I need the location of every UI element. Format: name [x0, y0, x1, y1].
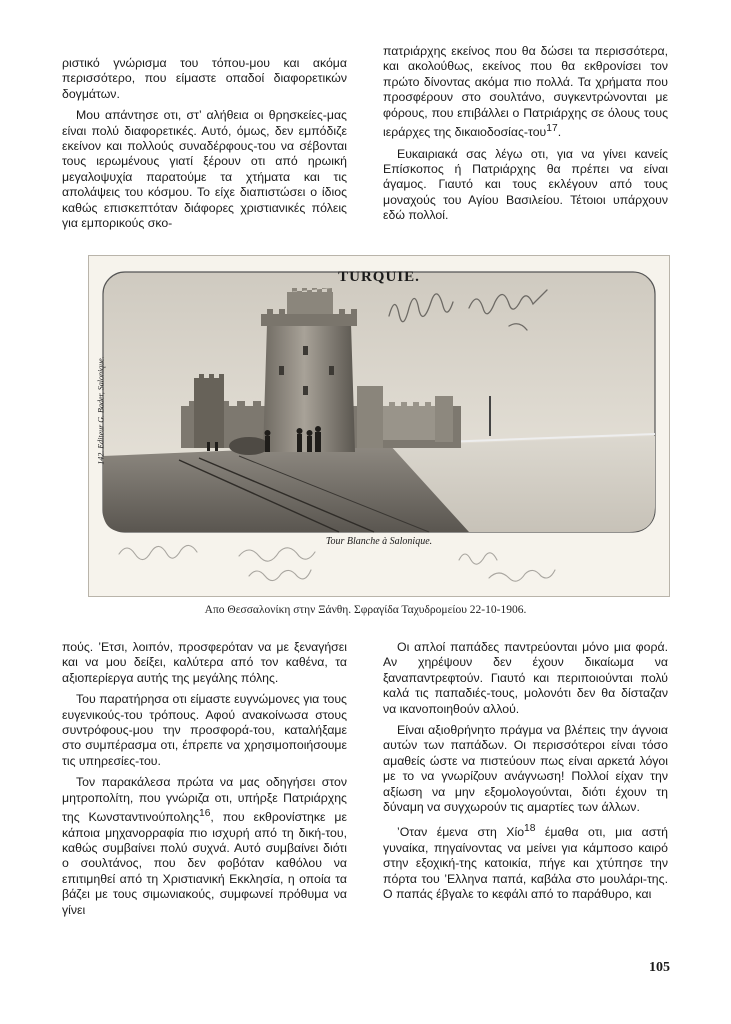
paragraph [383, 821, 668, 902]
paragraph: πούς. ’Ετσι, λοιπόν, προσφερόταν να με ξεναγήσει και να μου δείξει, καλύτερα από τον καθένα, τα αξιοπερίεργα αυτής της μεγάλης πόλης. [62, 640, 347, 685]
footnote-marker: 18 [524, 823, 536, 835]
page-number: 105 [649, 960, 670, 975]
figure-caption: Απο Θεσσαλονίκη στην Ξάνθη. Σφραγίδα Ταχυδρομείου 22-10-1906. [204, 604, 527, 616]
paragraph: Μου απάντησε οτι, στ’ αλήθεια οι θρησκείες-μας είναι πολύ διαφορετικές. Αυτό, όμως, δεν εμπόδιζε εκείνον και πολλούς συναδέρφους-του να σέβονται τους ιερωμένους γιατί ξέρουν οτι από ηρωική μεγαλοψυχία παρατούμε τα χτήματα και τις απολάψεις του κόσμου. Το είχε διαπιστώσει ο ίδιος καθώς επισκεπτόταν διάφορες χριστιανικές πόλεις για εμπορικούς σκο- [62, 108, 347, 231]
footnote-marker: 17 [546, 123, 558, 135]
paragraph: Οι απλοί παπάδες παντρεύονται μόνο μια φορά. Αν χηρέψουν δεν έχουν δικαίωμα να ξαναπαντρεφτούν. Γιαυτό και περιποιούνται πολύ καλά τις παπαδιές-τους, μολονότι δεν θα δίσταζαν να ικανοποιηθούν αλλού. [383, 640, 668, 716]
paragraph-text: Τον παρακάλεσα πρώτα να μας οδηγήσει στον μητροπολίτη, που γνώριζα οτι, υπήρξε Πατριάρχης της Κωνσταντινούπολης [62, 775, 347, 825]
paragraph-text-cont: , που εκθρονίστηκε με κάποια μηχανορραφία πιο ισχυρή από τη δική-του, καθώς συμβαίνει πολύ συχνά. Αυτό συμβαίνει διότι ο σουλτάνος, που δεν φοβόταν καθόλου να επιτιμηθεί από τη Χριστιανική Εκκλησία, η οποία τα βάζει με τους σιμωνιακούς, συμφωνεί πρόθυμα να γίνει [62, 810, 347, 917]
footnote-marker: 16 [199, 808, 211, 820]
paragraph-text: πατριάρχης εκείνος που θα δώσει τα περισσότερα, και ακολούθως, εκείνος που θα εκθρονίσει τον πρώτο δίνοντας ακόμα πιο πολλά. Τα χρήματα που προσφέρουν στο σουλτάνο, συγκεντρώνονται με φόρους, που επιβάλλει ο Πατριάρχης σε όλους τους ιεράρχες της δικαιοδοσίας-του [383, 44, 668, 140]
paragraph: Ευκαιριακά σας λέγω οτι, για να γίνει κανείς Επίσκοπος ή Πατριάρχης θα πρέπει να είναι άγαμος. Γιαυτό και τους εκλέγουν από τους μοναχούς του Αγίου Βασιλείου. Τέτοιοι υπάρχουν εδώ πολλοί. [383, 146, 668, 223]
text-column-bottom-left [62, 640, 347, 924]
handwriting-scribble [89, 256, 669, 596]
postcard-subtitle: Tour Blanche à Salonique. [325, 536, 433, 547]
postcard-title: TURQUIE. [338, 269, 420, 285]
text-column-top-left [62, 56, 347, 237]
postcard-photo [88, 255, 670, 597]
paragraph: ριστικό γνώρισμα του τόπου-μου και ακόμα περισσότερο, που είμαστε οπαδοί διαφορετικών δογμάτων. [62, 56, 347, 101]
paragraph-text-cont: έμαθα οτι, μια αστή γυναίκα, πηγαίνοντας να μείνει για κάμποσο καιρό στην εξοχική-της κατοικία, πήγε και χτύπησε την πόρτα του ’Ελληνα παπά, καβάλα στο μουλάρι-της. Ο παπάς έβγαλε το κεφάλι από το παράθυρο, και [383, 825, 668, 902]
text-column-top-right [383, 44, 668, 230]
paragraph-text: ’Οταν έμενα στη Χίο [397, 825, 525, 840]
paragraph [383, 44, 668, 141]
paragraph: Είναι αξιοθρήνητο πράγμα να βλέπεις την άγνοια αυτών των παπάδων. Οι περισσότεροι είναι τόσο αμαθείς ώστε να πιστεύουν πως είναι αρκετά λόγοι με το να γνωρίζουν ανάγνωση! Πολλοί είχαν την αξίωση να μην εξομολογούνται, διότι έχουν τη δύναμη να συγχωρούν τις αμαρτίες των άλλων. [383, 723, 668, 815]
paragraph-end: . [557, 125, 562, 140]
postcard-side-text: 142. Editeur G. Bader, Salonique. [96, 356, 106, 465]
paragraph [62, 775, 347, 918]
text-column-bottom-right [383, 640, 668, 909]
paragraph: Του παρατήρησα οτι είμαστε ευγνώμονες για τους ευγενικούς-του τρόπους. Αφού ανακοίνωσα στους συντρόφους-μου την προσφορά-του, καταλήξαμε στο συμπέρασμα οτι, έπρεπε να χρησιμοποιήσουμε τις υπηρεσίες-του. [62, 692, 347, 768]
